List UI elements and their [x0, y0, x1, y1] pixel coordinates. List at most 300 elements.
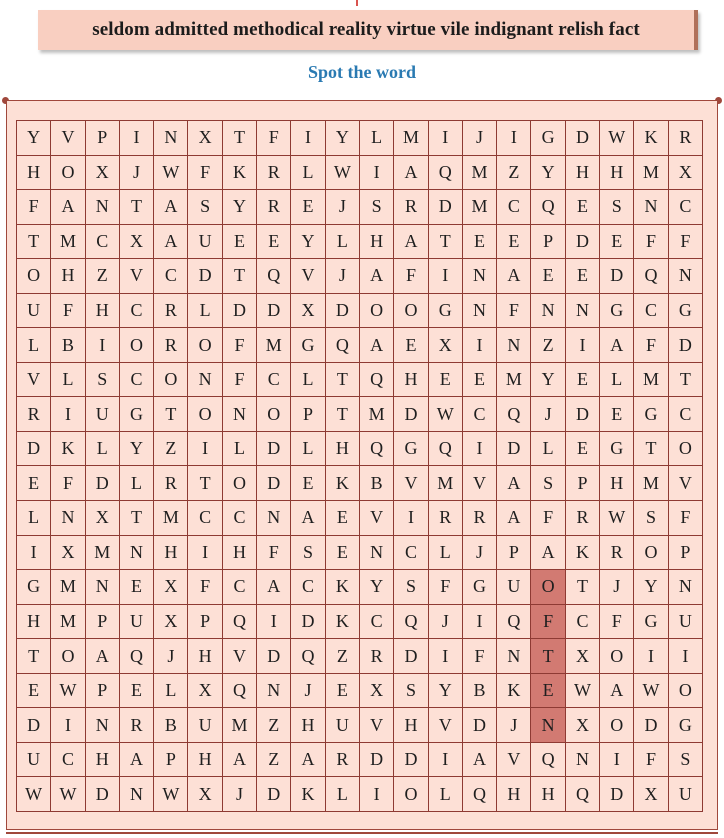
- grid-cell[interactable]: E: [17, 674, 51, 709]
- grid-cell[interactable]: D: [257, 294, 291, 329]
- grid-cell[interactable]: A: [394, 156, 428, 191]
- grid-cell[interactable]: N: [188, 363, 222, 398]
- grid-cell[interactable]: H: [154, 536, 188, 571]
- grid-cell[interactable]: O: [634, 536, 668, 571]
- grid-cell[interactable]: I: [463, 605, 497, 640]
- grid-cell[interactable]: G: [463, 570, 497, 605]
- grid-cell[interactable]: K: [291, 777, 325, 812]
- grid-cell[interactable]: X: [566, 708, 600, 743]
- grid-cell[interactable]: I: [394, 501, 428, 536]
- grid-cell[interactable]: I: [120, 121, 154, 156]
- grid-cell[interactable]: A: [86, 639, 120, 674]
- grid-cell[interactable]: T: [223, 259, 257, 294]
- grid-cell[interactable]: A: [223, 743, 257, 778]
- grid-cell[interactable]: D: [429, 190, 463, 225]
- grid-cell[interactable]: I: [634, 639, 668, 674]
- grid-cell[interactable]: K: [51, 432, 85, 467]
- grid-cell[interactable]: N: [51, 501, 85, 536]
- grid-cell[interactable]: V: [51, 121, 85, 156]
- grid-cell[interactable]: Z: [497, 156, 531, 191]
- grid-cell[interactable]: M: [154, 501, 188, 536]
- grid-cell[interactable]: M: [634, 466, 668, 501]
- grid-cell[interactable]: E: [291, 190, 325, 225]
- grid-cell[interactable]: E: [566, 190, 600, 225]
- grid-cell[interactable]: M: [86, 536, 120, 571]
- grid-cell[interactable]: H: [17, 605, 51, 640]
- grid-cell[interactable]: V: [360, 708, 394, 743]
- grid-cell[interactable]: Y: [634, 570, 668, 605]
- grid-cell[interactable]: P: [188, 605, 222, 640]
- grid-cell[interactable]: W: [600, 121, 634, 156]
- grid-cell[interactable]: T: [326, 363, 360, 398]
- grid-cell[interactable]: C: [669, 190, 703, 225]
- grid-cell[interactable]: E: [120, 674, 154, 709]
- grid-cell[interactable]: E: [566, 363, 600, 398]
- grid-cell[interactable]: E: [531, 259, 565, 294]
- grid-cell[interactable]: X: [188, 777, 222, 812]
- grid-cell[interactable]: V: [394, 466, 428, 501]
- grid-cell[interactable]: X: [120, 225, 154, 260]
- grid-cell[interactable]: Y: [429, 674, 463, 709]
- grid-cell[interactable]: C: [634, 294, 668, 329]
- grid-cell[interactable]: X: [86, 501, 120, 536]
- grid-cell[interactable]: E: [291, 466, 325, 501]
- grid-cell[interactable]: L: [291, 432, 325, 467]
- grid-cell[interactable]: T: [429, 225, 463, 260]
- grid-cell[interactable]: Y: [223, 190, 257, 225]
- grid-cell[interactable]: M: [634, 156, 668, 191]
- grid-cell[interactable]: A: [154, 225, 188, 260]
- grid-cell[interactable]: Y: [326, 121, 360, 156]
- grid-cell[interactable]: N: [566, 294, 600, 329]
- grid-cell[interactable]: D: [394, 397, 428, 432]
- grid-cell[interactable]: T: [223, 121, 257, 156]
- grid-cell[interactable]: F: [634, 743, 668, 778]
- grid-cell[interactable]: I: [51, 397, 85, 432]
- grid-cell[interactable]: C: [566, 605, 600, 640]
- grid-cell[interactable]: I: [497, 121, 531, 156]
- grid-cell[interactable]: E: [326, 501, 360, 536]
- grid-cell[interactable]: L: [429, 536, 463, 571]
- grid-cell[interactable]: M: [497, 363, 531, 398]
- grid-cell[interactable]: I: [360, 777, 394, 812]
- grid-cell[interactable]: A: [291, 743, 325, 778]
- grid-cell[interactable]: X: [291, 294, 325, 329]
- grid-cell[interactable]: M: [51, 225, 85, 260]
- grid-cell[interactable]: U: [120, 605, 154, 640]
- grid-cell[interactable]: R: [154, 466, 188, 501]
- grid-cell[interactable]: E: [600, 397, 634, 432]
- grid-cell[interactable]: R: [600, 536, 634, 571]
- grid-cell[interactable]: A: [531, 536, 565, 571]
- grid-cell[interactable]: D: [634, 708, 668, 743]
- grid-cell[interactable]: L: [86, 432, 120, 467]
- grid-cell[interactable]: D: [566, 225, 600, 260]
- grid-cell[interactable]: Y: [17, 121, 51, 156]
- grid-cell[interactable]: I: [188, 432, 222, 467]
- grid-cell[interactable]: I: [463, 432, 497, 467]
- grid-cell[interactable]: J: [154, 639, 188, 674]
- grid-cell[interactable]: H: [51, 259, 85, 294]
- grid-cell[interactable]: P: [531, 225, 565, 260]
- grid-cell[interactable]: T: [154, 397, 188, 432]
- grid-cell[interactable]: E: [463, 363, 497, 398]
- grid-cell[interactable]: X: [634, 777, 668, 812]
- grid-cell[interactable]: P: [86, 674, 120, 709]
- grid-cell[interactable]: A: [600, 674, 634, 709]
- grid-cell[interactable]: S: [669, 743, 703, 778]
- grid-cell[interactable]: C: [120, 294, 154, 329]
- grid-cell[interactable]: C: [223, 570, 257, 605]
- grid-cell-highlighted[interactable]: T: [531, 639, 565, 674]
- grid-cell[interactable]: I: [463, 328, 497, 363]
- grid-cell[interactable]: F: [188, 156, 222, 191]
- grid-cell[interactable]: D: [497, 432, 531, 467]
- grid-cell[interactable]: F: [669, 225, 703, 260]
- grid-cell[interactable]: L: [429, 777, 463, 812]
- grid-cell[interactable]: N: [86, 708, 120, 743]
- grid-cell[interactable]: H: [600, 466, 634, 501]
- grid-cell[interactable]: I: [429, 259, 463, 294]
- grid-cell[interactable]: L: [326, 777, 360, 812]
- grid-cell[interactable]: A: [497, 501, 531, 536]
- grid-cell[interactable]: R: [154, 328, 188, 363]
- grid-cell[interactable]: S: [394, 674, 428, 709]
- grid-cell[interactable]: C: [669, 397, 703, 432]
- grid-cell[interactable]: U: [188, 708, 222, 743]
- grid-cell[interactable]: D: [600, 777, 634, 812]
- grid-cell[interactable]: A: [600, 328, 634, 363]
- grid-cell-highlighted[interactable]: N: [531, 708, 565, 743]
- grid-cell[interactable]: C: [257, 363, 291, 398]
- grid-cell[interactable]: D: [86, 466, 120, 501]
- grid-cell[interactable]: U: [17, 743, 51, 778]
- grid-cell[interactable]: L: [326, 225, 360, 260]
- grid-cell[interactable]: V: [429, 708, 463, 743]
- grid-cell[interactable]: B: [360, 466, 394, 501]
- grid-cell[interactable]: N: [669, 570, 703, 605]
- grid-cell[interactable]: E: [326, 674, 360, 709]
- grid-cell[interactable]: L: [531, 432, 565, 467]
- grid-cell[interactable]: I: [429, 743, 463, 778]
- grid-cell[interactable]: S: [360, 190, 394, 225]
- grid-cell[interactable]: S: [634, 501, 668, 536]
- grid-cell[interactable]: M: [51, 570, 85, 605]
- grid-cell[interactable]: I: [51, 708, 85, 743]
- grid-cell[interactable]: J: [120, 156, 154, 191]
- grid-cell[interactable]: Q: [223, 605, 257, 640]
- grid-cell[interactable]: W: [154, 777, 188, 812]
- grid-cell[interactable]: E: [17, 466, 51, 501]
- grid-cell[interactable]: D: [291, 605, 325, 640]
- grid-cell[interactable]: A: [497, 466, 531, 501]
- grid-cell[interactable]: W: [634, 674, 668, 709]
- grid-cell[interactable]: V: [223, 639, 257, 674]
- grid-cell[interactable]: H: [17, 156, 51, 191]
- grid-cell[interactable]: F: [497, 294, 531, 329]
- grid-cell[interactable]: W: [326, 156, 360, 191]
- grid-cell[interactable]: Q: [634, 259, 668, 294]
- grid-cell[interactable]: R: [17, 397, 51, 432]
- grid-cell[interactable]: R: [120, 708, 154, 743]
- grid-cell[interactable]: A: [497, 259, 531, 294]
- grid-cell[interactable]: C: [154, 259, 188, 294]
- grid-cell[interactable]: V: [120, 259, 154, 294]
- grid-cell[interactable]: I: [669, 639, 703, 674]
- grid-cell[interactable]: T: [17, 225, 51, 260]
- grid-cell[interactable]: H: [223, 536, 257, 571]
- grid-cell-highlighted[interactable]: O: [531, 570, 565, 605]
- grid-cell[interactable]: F: [257, 121, 291, 156]
- grid-cell[interactable]: Q: [291, 639, 325, 674]
- grid-cell[interactable]: N: [669, 259, 703, 294]
- grid-cell[interactable]: A: [360, 328, 394, 363]
- grid-cell[interactable]: S: [291, 536, 325, 571]
- grid-cell[interactable]: R: [566, 501, 600, 536]
- grid-cell[interactable]: X: [669, 156, 703, 191]
- grid-cell[interactable]: L: [360, 121, 394, 156]
- grid-cell[interactable]: J: [463, 536, 497, 571]
- grid-cell[interactable]: U: [188, 225, 222, 260]
- grid-cell[interactable]: O: [394, 777, 428, 812]
- grid-cell[interactable]: W: [429, 397, 463, 432]
- grid-cell[interactable]: I: [291, 121, 325, 156]
- grid-cell[interactable]: G: [291, 328, 325, 363]
- grid-cell[interactable]: J: [326, 190, 360, 225]
- grid-cell[interactable]: G: [17, 570, 51, 605]
- grid-cell[interactable]: P: [86, 121, 120, 156]
- grid-cell[interactable]: Q: [394, 605, 428, 640]
- grid-cell[interactable]: Q: [120, 639, 154, 674]
- grid-cell[interactable]: D: [17, 432, 51, 467]
- grid-cell[interactable]: D: [257, 777, 291, 812]
- grid-cell[interactable]: P: [669, 536, 703, 571]
- grid-cell[interactable]: M: [51, 605, 85, 640]
- grid-cell[interactable]: L: [120, 466, 154, 501]
- grid-cell[interactable]: X: [188, 674, 222, 709]
- grid-cell[interactable]: F: [429, 570, 463, 605]
- grid-cell[interactable]: L: [291, 156, 325, 191]
- grid-cell[interactable]: D: [600, 259, 634, 294]
- grid-cell[interactable]: O: [257, 397, 291, 432]
- grid-cell[interactable]: D: [394, 743, 428, 778]
- grid-cell[interactable]: L: [223, 432, 257, 467]
- grid-cell[interactable]: D: [257, 432, 291, 467]
- grid-cell[interactable]: N: [86, 190, 120, 225]
- grid-cell[interactable]: E: [429, 363, 463, 398]
- grid-cell[interactable]: M: [634, 363, 668, 398]
- grid-cell[interactable]: X: [360, 674, 394, 709]
- grid-cell[interactable]: R: [257, 156, 291, 191]
- grid-cell[interactable]: K: [634, 121, 668, 156]
- grid-cell[interactable]: G: [600, 432, 634, 467]
- grid-cell[interactable]: C: [51, 743, 85, 778]
- grid-cell[interactable]: D: [86, 777, 120, 812]
- grid-cell[interactable]: N: [497, 328, 531, 363]
- grid-cell[interactable]: L: [154, 674, 188, 709]
- grid-cell[interactable]: K: [326, 605, 360, 640]
- grid-cell[interactable]: F: [634, 225, 668, 260]
- grid-cell[interactable]: I: [188, 536, 222, 571]
- grid-cell[interactable]: Z: [154, 432, 188, 467]
- grid-cell[interactable]: J: [326, 259, 360, 294]
- grid-cell[interactable]: T: [669, 363, 703, 398]
- grid-cell[interactable]: Y: [360, 570, 394, 605]
- grid-cell[interactable]: H: [394, 363, 428, 398]
- grid-cell[interactable]: M: [463, 190, 497, 225]
- grid-cell[interactable]: F: [463, 639, 497, 674]
- grid-cell[interactable]: G: [531, 121, 565, 156]
- grid-cell[interactable]: D: [223, 294, 257, 329]
- grid-cell[interactable]: E: [463, 225, 497, 260]
- grid-cell[interactable]: Y: [531, 156, 565, 191]
- grid-cell[interactable]: F: [600, 605, 634, 640]
- grid-cell[interactable]: F: [531, 501, 565, 536]
- grid-cell[interactable]: I: [86, 328, 120, 363]
- grid-cell[interactable]: U: [669, 777, 703, 812]
- grid-cell[interactable]: S: [531, 466, 565, 501]
- grid-cell[interactable]: S: [86, 363, 120, 398]
- grid-cell[interactable]: S: [600, 190, 634, 225]
- grid-cell[interactable]: A: [291, 501, 325, 536]
- grid-cell[interactable]: Q: [429, 156, 463, 191]
- grid-cell[interactable]: P: [566, 466, 600, 501]
- grid-cell[interactable]: R: [360, 639, 394, 674]
- grid-cell[interactable]: D: [463, 708, 497, 743]
- grid-cell[interactable]: L: [188, 294, 222, 329]
- grid-cell[interactable]: Q: [566, 777, 600, 812]
- grid-cell[interactable]: O: [51, 156, 85, 191]
- grid-cell[interactable]: H: [291, 708, 325, 743]
- grid-cell[interactable]: T: [120, 501, 154, 536]
- grid-cell[interactable]: O: [188, 397, 222, 432]
- grid-cell[interactable]: S: [188, 190, 222, 225]
- grid-cell[interactable]: X: [51, 536, 85, 571]
- grid-cell[interactable]: R: [669, 121, 703, 156]
- grid-cell[interactable]: Q: [531, 743, 565, 778]
- grid-cell[interactable]: O: [51, 639, 85, 674]
- grid-cell[interactable]: P: [154, 743, 188, 778]
- grid-cell[interactable]: M: [223, 708, 257, 743]
- grid-cell[interactable]: G: [634, 397, 668, 432]
- grid-cell[interactable]: H: [394, 708, 428, 743]
- grid-cell[interactable]: J: [531, 397, 565, 432]
- grid-cell[interactable]: H: [497, 777, 531, 812]
- grid-cell[interactable]: U: [86, 397, 120, 432]
- grid-cell[interactable]: Q: [326, 328, 360, 363]
- grid-cell[interactable]: N: [463, 294, 497, 329]
- grid-cell[interactable]: F: [634, 328, 668, 363]
- grid-cell[interactable]: V: [360, 501, 394, 536]
- grid-cell[interactable]: Y: [531, 363, 565, 398]
- grid-cell[interactable]: M: [360, 397, 394, 432]
- grid-cell[interactable]: I: [360, 156, 394, 191]
- grid-cell[interactable]: U: [669, 605, 703, 640]
- grid-cell[interactable]: C: [497, 190, 531, 225]
- grid-cell[interactable]: D: [669, 328, 703, 363]
- grid-cell[interactable]: O: [188, 328, 222, 363]
- grid-cell[interactable]: H: [566, 156, 600, 191]
- grid-cell[interactable]: J: [497, 708, 531, 743]
- grid-cell[interactable]: V: [291, 259, 325, 294]
- grid-cell[interactable]: B: [463, 674, 497, 709]
- grid-cell[interactable]: I: [257, 605, 291, 640]
- grid-cell[interactable]: S: [394, 570, 428, 605]
- grid-cell[interactable]: A: [120, 743, 154, 778]
- grid-cell[interactable]: N: [257, 674, 291, 709]
- grid-cell[interactable]: T: [188, 466, 222, 501]
- grid-cell[interactable]: C: [394, 536, 428, 571]
- grid-cell[interactable]: N: [86, 570, 120, 605]
- grid-cell[interactable]: P: [86, 605, 120, 640]
- grid-cell[interactable]: L: [600, 363, 634, 398]
- grid-cell[interactable]: A: [257, 570, 291, 605]
- grid-cell[interactable]: Z: [86, 259, 120, 294]
- grid-cell[interactable]: C: [463, 397, 497, 432]
- grid-cell[interactable]: N: [120, 777, 154, 812]
- grid-cell[interactable]: V: [463, 466, 497, 501]
- grid-cell[interactable]: P: [497, 536, 531, 571]
- grid-cell[interactable]: J: [291, 674, 325, 709]
- grid-cell[interactable]: O: [600, 708, 634, 743]
- grid-cell[interactable]: Q: [429, 432, 463, 467]
- grid-cell[interactable]: Q: [257, 259, 291, 294]
- grid-cell[interactable]: Q: [360, 363, 394, 398]
- grid-cell[interactable]: K: [326, 570, 360, 605]
- grid-cell[interactable]: F: [223, 363, 257, 398]
- grid-cell[interactable]: X: [154, 605, 188, 640]
- grid-cell[interactable]: E: [223, 225, 257, 260]
- grid-cell[interactable]: D: [257, 466, 291, 501]
- grid-cell[interactable]: W: [17, 777, 51, 812]
- grid-cell[interactable]: G: [634, 605, 668, 640]
- grid-cell[interactable]: F: [17, 190, 51, 225]
- grid-cell[interactable]: P: [291, 397, 325, 432]
- grid-cell[interactable]: L: [17, 328, 51, 363]
- grid-cell[interactable]: M: [257, 328, 291, 363]
- grid-cell[interactable]: A: [51, 190, 85, 225]
- grid-cell[interactable]: N: [223, 397, 257, 432]
- grid-cell[interactable]: F: [669, 501, 703, 536]
- grid-cell[interactable]: U: [497, 570, 531, 605]
- grid-cell[interactable]: A: [394, 225, 428, 260]
- grid-cell[interactable]: E: [566, 259, 600, 294]
- grid-cell[interactable]: N: [566, 743, 600, 778]
- grid-cell[interactable]: G: [394, 432, 428, 467]
- grid-cell[interactable]: H: [326, 432, 360, 467]
- grid-cell[interactable]: N: [497, 639, 531, 674]
- grid-cell[interactable]: R: [429, 501, 463, 536]
- grid-cell[interactable]: H: [86, 743, 120, 778]
- grid-cell[interactable]: L: [51, 363, 85, 398]
- grid-cell[interactable]: W: [566, 674, 600, 709]
- grid-cell[interactable]: I: [429, 639, 463, 674]
- grid-cell[interactable]: N: [360, 536, 394, 571]
- grid-cell[interactable]: N: [634, 190, 668, 225]
- grid-cell[interactable]: C: [120, 363, 154, 398]
- grid-cell[interactable]: O: [669, 674, 703, 709]
- grid-cell[interactable]: K: [497, 674, 531, 709]
- grid-cell[interactable]: M: [394, 121, 428, 156]
- grid-cell[interactable]: G: [429, 294, 463, 329]
- grid-cell[interactable]: F: [223, 328, 257, 363]
- grid-cell[interactable]: O: [154, 363, 188, 398]
- grid-cell[interactable]: H: [188, 743, 222, 778]
- grid-cell[interactable]: C: [291, 570, 325, 605]
- grid-cell[interactable]: R: [463, 501, 497, 536]
- grid-cell[interactable]: Z: [257, 743, 291, 778]
- grid-cell[interactable]: Z: [326, 639, 360, 674]
